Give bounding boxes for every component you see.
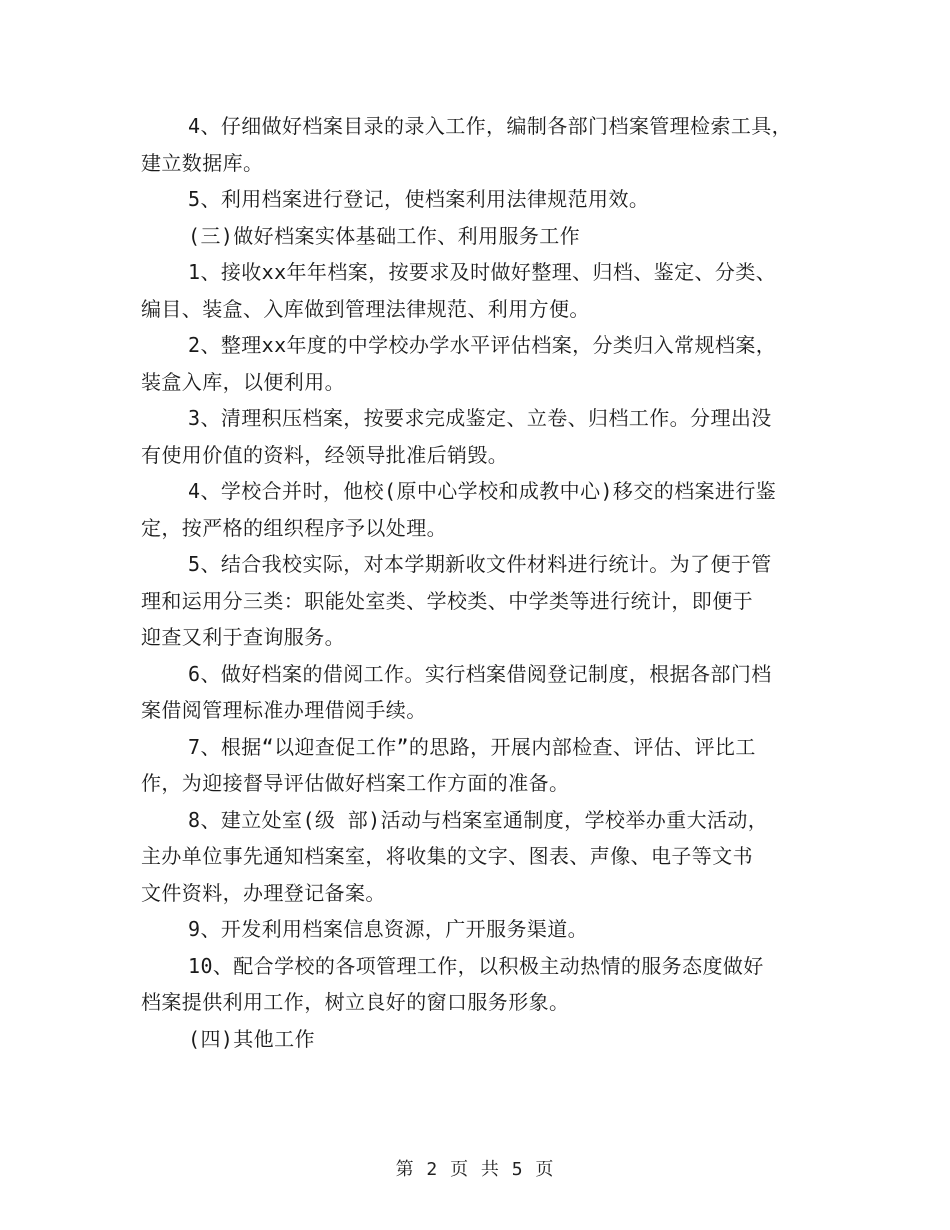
paragraph [141, 473, 811, 546]
section-heading [141, 1021, 811, 1058]
paragraph-line: 10、配合学校的各项管理工作，以积极主动热情的服务态度做好 [188, 953, 764, 978]
paragraph [141, 254, 811, 327]
paragraph-line: 5、利用档案进行登记，使档案利用法律规范用效。 [188, 187, 650, 211]
page-number-footer: 第 2 页 共 5 页 [395, 1159, 555, 1180]
paragraph-line: 主办单位事先通知档案室，将收集的文字、图表、声像、电子等文书 [141, 844, 753, 868]
section-heading-text: (四)其他工作 [188, 1026, 315, 1051]
document-body [141, 108, 811, 1057]
paragraph-line: 3、清理积压档案，按要求完成鉴定、立卷、归档工作。分理出没 [188, 406, 772, 430]
paragraph-line: 文件资料，办理登记备案。 [141, 880, 386, 905]
paragraph-line: 作，为迎接督导评估做好档案工作方面的准备。 [141, 771, 570, 795]
paragraph-line: 4、学校合并时，他校(原中心学校和成教中心)移交的档案进行鉴 [188, 479, 777, 503]
paragraph-line: 装盒入库，以便利用。 [141, 369, 345, 394]
paragraph-line: 有使用价值的资料，经领导批准后销毁。 [141, 442, 509, 467]
paragraph-line: 7、根据“以迎查促工作”的思路，开展内部检查、评估、评比工 [188, 734, 756, 759]
paragraph [141, 802, 811, 912]
paragraph [141, 546, 811, 656]
paragraph-line: 定，按严格的组织程序予以处理。 [141, 515, 447, 540]
paragraph [141, 181, 811, 218]
paragraph-line: 1、接收xx年年档案，按要求及时做好整理、归档、鉴定、分类、 [188, 260, 777, 284]
paragraph-line: 建立数据库。 [141, 150, 264, 175]
section-heading [141, 218, 811, 255]
paragraph-line: 2、整理xx年度的中学校办学水平评估档案，分类归入常规档案， [188, 333, 777, 357]
paragraph-line: 8、建立处室(级 部)活动与档案室通制度，学校举办重大活动， [188, 807, 769, 832]
paragraph [141, 911, 811, 948]
paragraph-line: 档案提供利用工作，树立良好的窗口服务形象。 [141, 990, 570, 1014]
paragraph [141, 729, 811, 802]
paragraph-line: 4、仔细做好档案目录的录入工作，编制各部门档案管理检索工具， [188, 114, 793, 138]
paragraph-line: 迎查又利于查询服务。 [141, 625, 345, 649]
paragraph-line: 案借阅管理标准办理借阅手续。 [141, 698, 427, 722]
paragraph-line: 6、做好档案的借阅工作。实行档案借阅登记制度，根据各部门档 [188, 661, 772, 686]
paragraph-line: 理和运用分三类：职能处室类、学校类、中学类等进行统计，即便于 [141, 588, 753, 613]
paragraph [141, 656, 811, 729]
paragraph [141, 948, 811, 1021]
section-heading-text: (三)做好档案实体基础工作、利用服务工作 [188, 223, 581, 248]
paragraph [141, 108, 811, 181]
paragraph [141, 400, 811, 473]
paragraph-line: 编目、装盒、入库做到管理法律规范、利用方便。 [141, 296, 590, 321]
paragraph-line: 9、开发利用档案信息资源，广开服务渠道。 [188, 917, 589, 941]
paragraph [141, 327, 811, 400]
paragraph-line: 5、结合我校实际，对本学期新收文件材料进行统计。为了便于管 [188, 552, 772, 576]
